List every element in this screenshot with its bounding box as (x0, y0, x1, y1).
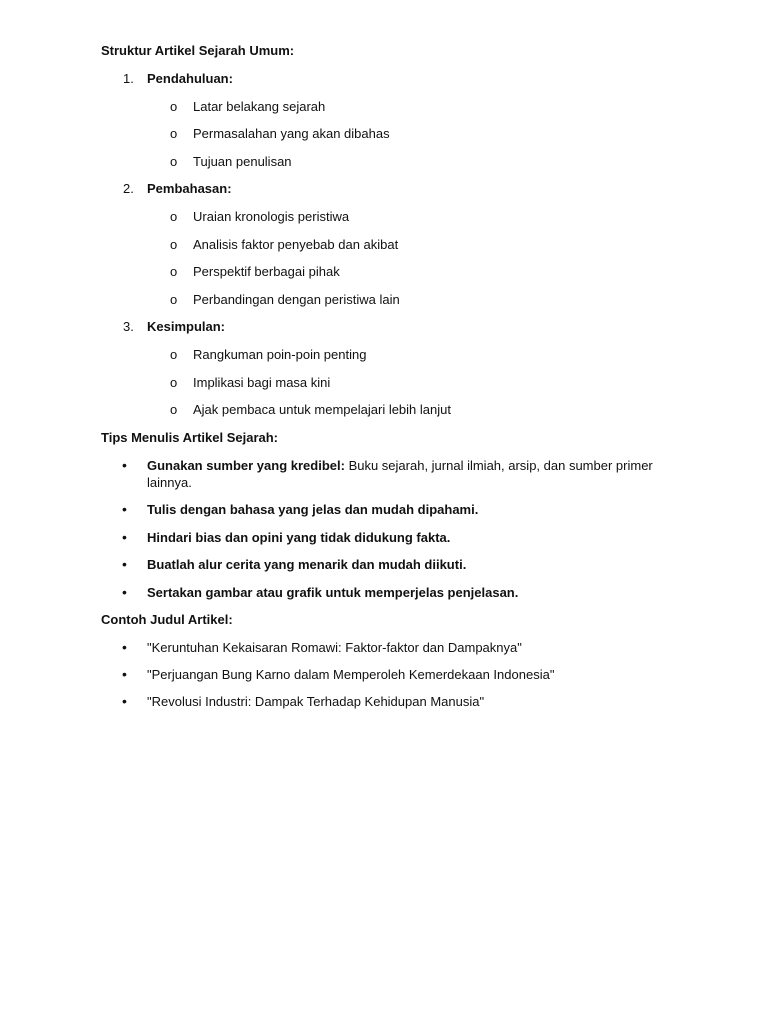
bullet-marker: • (122, 457, 127, 473)
structure-heading: Struktur Artikel Sejarah Umum: (101, 43, 295, 58)
sub-bullet-marker: o (170, 126, 178, 141)
list-item: Permasalahan yang akan dibahas (193, 126, 390, 141)
sub-bullet-marker: o (170, 264, 178, 279)
sub-bullet-marker: o (170, 347, 178, 362)
example-title-item: "Revolusi Industri: Dampak Terhadap Kehidupan Manusia" (147, 694, 485, 709)
list-item: Perspektif berbagai pihak (193, 264, 340, 279)
bullet-marker: • (122, 501, 127, 517)
tip-bold-text: Gunakan sumber yang kredibel: (147, 458, 345, 473)
tip-text: Buku sejarah, jurnal ilmiah, arsip, dan sumber primer lainnya. (147, 458, 653, 490)
tip-item: Hindari bias dan opini yang tidak didukung fakta. (147, 530, 451, 545)
bullet-marker: • (122, 639, 127, 655)
example-title-item: "Keruntuhan Kekaisaran Romawi: Faktor-faktor dan Dampaknya" (147, 640, 522, 655)
tip-item: Sertakan gambar atau grafik untuk memperjelas penjelasan. (147, 585, 519, 600)
examples-heading: Contoh Judul Artikel: (101, 612, 233, 627)
bullet-marker: • (122, 529, 127, 545)
section-title-pembahasan: Pembahasan: (147, 181, 232, 196)
sub-bullet-marker: o (170, 99, 178, 114)
tip-item (147, 457, 657, 491)
sub-bullet-marker: o (170, 375, 178, 390)
list-item: Ajak pembaca untuk mempelajari lebih lanjut (193, 402, 451, 417)
section-number: 3. (123, 319, 134, 334)
section-title-kesimpulan: Kesimpulan: (147, 319, 226, 334)
section-number: 1. (123, 71, 134, 86)
tip-item: Tulis dengan bahasa yang jelas dan mudah dipahami. (147, 502, 479, 517)
example-title-item: "Perjuangan Bung Karno dalam Memperoleh Kemerdekaan Indonesia" (147, 667, 555, 682)
list-item: Analisis faktor penyebab dan akibat (193, 237, 399, 252)
tips-heading: Tips Menulis Artikel Sejarah: (101, 430, 278, 445)
list-item: Uraian kronologis peristiwa (193, 209, 350, 224)
list-item: Rangkuman poin-poin penting (193, 347, 367, 362)
sub-bullet-marker: o (170, 402, 178, 417)
bullet-marker: • (122, 584, 127, 600)
sub-bullet-marker: o (170, 292, 178, 307)
sub-bullet-marker: o (170, 209, 178, 224)
list-item: Latar belakang sejarah (193, 99, 326, 114)
sub-bullet-marker: o (170, 154, 178, 169)
bullet-marker: • (122, 666, 127, 682)
list-item: Tujuan penulisan (193, 154, 292, 169)
bullet-marker: • (122, 693, 127, 709)
tip-item: Buatlah alur cerita yang menarik dan mudah diikuti. (147, 557, 467, 572)
section-title-pendahuluan: Pendahuluan: (147, 71, 233, 86)
list-item: Implikasi bagi masa kini (193, 375, 331, 390)
sub-bullet-marker: o (170, 237, 178, 252)
section-number: 2. (123, 181, 134, 196)
bullet-marker: • (122, 556, 127, 572)
list-item: Perbandingan dengan peristiwa lain (193, 292, 400, 307)
